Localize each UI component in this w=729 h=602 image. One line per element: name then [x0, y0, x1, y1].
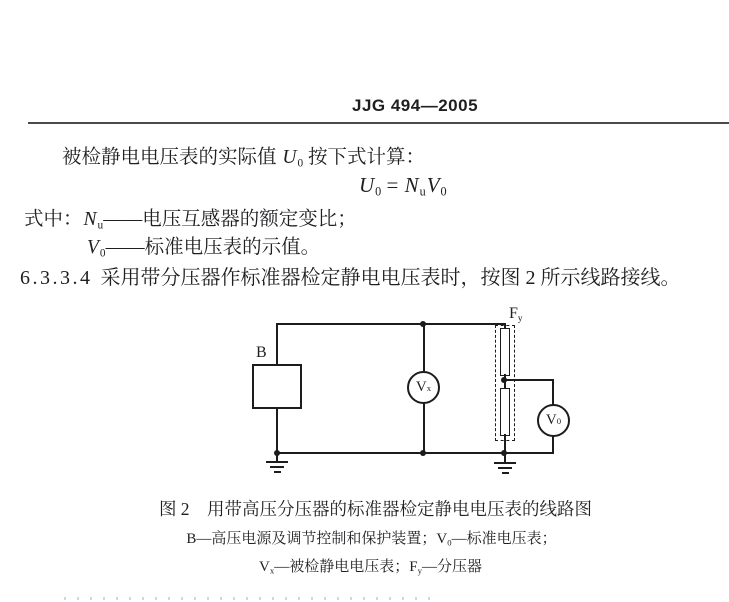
doc-number: JJG 494—2005 — [352, 96, 479, 115]
divider-resistor-top — [500, 328, 510, 376]
wire-bottom — [276, 452, 554, 454]
wire-vx-bottom — [423, 402, 425, 454]
wire-vx-top — [423, 323, 425, 373]
figure-legend-line1: B—高压电源及调节控制和保护装置；V0—标准电压表； — [186, 531, 557, 548]
header-rule — [28, 122, 729, 124]
hv-source-box — [252, 364, 302, 409]
vx-meter: V x — [407, 371, 440, 404]
wire-source-bottom — [276, 407, 278, 454]
wire-top — [276, 323, 506, 325]
figure-caption-title: 图 2 用带高压分压器的标准器检定静电电压表的线路图 — [158, 499, 593, 519]
where-line-nu: 式中：Nu——电压互感器的额定变比； — [24, 209, 357, 232]
wire-v0-top — [552, 379, 554, 406]
junction-dot — [501, 377, 507, 383]
v0-meter: V 0 — [537, 404, 570, 437]
divider-resistor-bottom — [500, 388, 510, 436]
junction-dot — [420, 450, 426, 456]
where-line-v0: V0——标准电压表的示值。 — [87, 237, 321, 260]
junction-dot — [420, 321, 426, 327]
cropped-text-artifact — [64, 597, 432, 600]
paragraph-actual-value: 被检静电电压表的实际值 U0 按下式计算： — [62, 147, 426, 170]
figure-legend-line2: Vx—被检静电电压表；Fy—分压器 — [259, 559, 482, 576]
wire-tap — [504, 379, 554, 381]
source-label: B — [256, 344, 267, 361]
wire-source-top — [276, 323, 278, 365]
divider-label: Fy — [509, 305, 523, 324]
formula-u0-equals-nuv0: U0 = NuV0 — [359, 173, 447, 199]
clause-6-3-3-4: 6.3.3.4 采用带分压器作标准器检定静电电压表时，按图 2 所示线路接线。 — [20, 267, 681, 289]
